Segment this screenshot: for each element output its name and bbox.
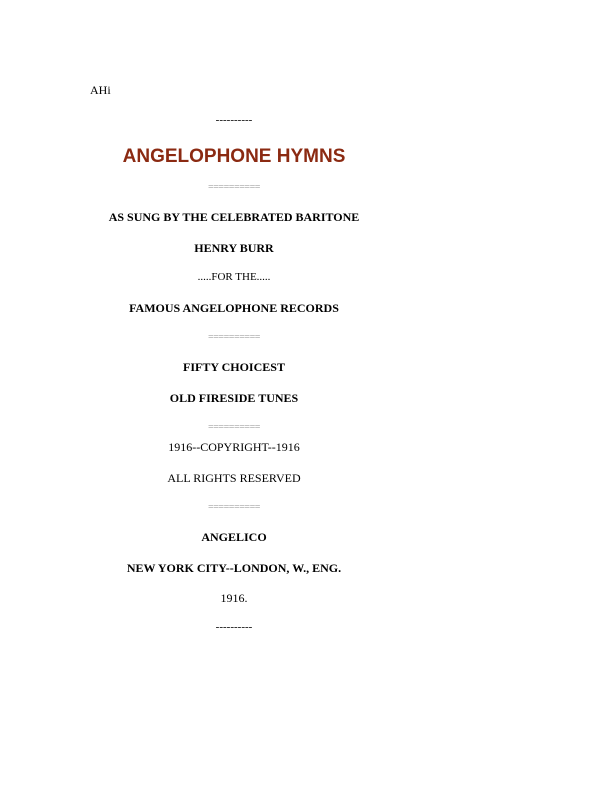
- separator-2: ==========: [208, 332, 260, 343]
- dash-rule-bottom: ----------: [215, 621, 253, 633]
- publication-year: 1916.: [220, 591, 248, 605]
- separator-3: ==========: [208, 422, 260, 433]
- copyright-line: 1916--COPYRIGHT--1916: [168, 440, 300, 454]
- page-title: ANGELOPHONE HYMNS: [122, 146, 346, 167]
- singer-name: HENRY BURR: [194, 241, 274, 255]
- fireside-tunes: OLD FIRESIDE TUNES: [169, 391, 299, 405]
- subtitle: AS SUNG BY THE CELEBRATED BARITONE: [108, 210, 360, 224]
- dash-rule-top: ----------: [215, 114, 253, 126]
- corner-note: AHi: [90, 83, 111, 97]
- separator-1: ==========: [208, 182, 260, 193]
- publisher-name: ANGELICO: [201, 530, 267, 544]
- fifty-choicest: FIFTY CHOICEST: [183, 360, 285, 374]
- records-line: FAMOUS ANGELOPHONE RECORDS: [129, 301, 339, 315]
- for-the-line: .....FOR THE.....: [197, 271, 271, 283]
- separator-4: ==========: [208, 502, 260, 513]
- publisher-cities: NEW YORK CITY--LONDON, W., ENG.: [126, 561, 342, 575]
- rights-line: ALL RIGHTS RESERVED: [167, 471, 301, 485]
